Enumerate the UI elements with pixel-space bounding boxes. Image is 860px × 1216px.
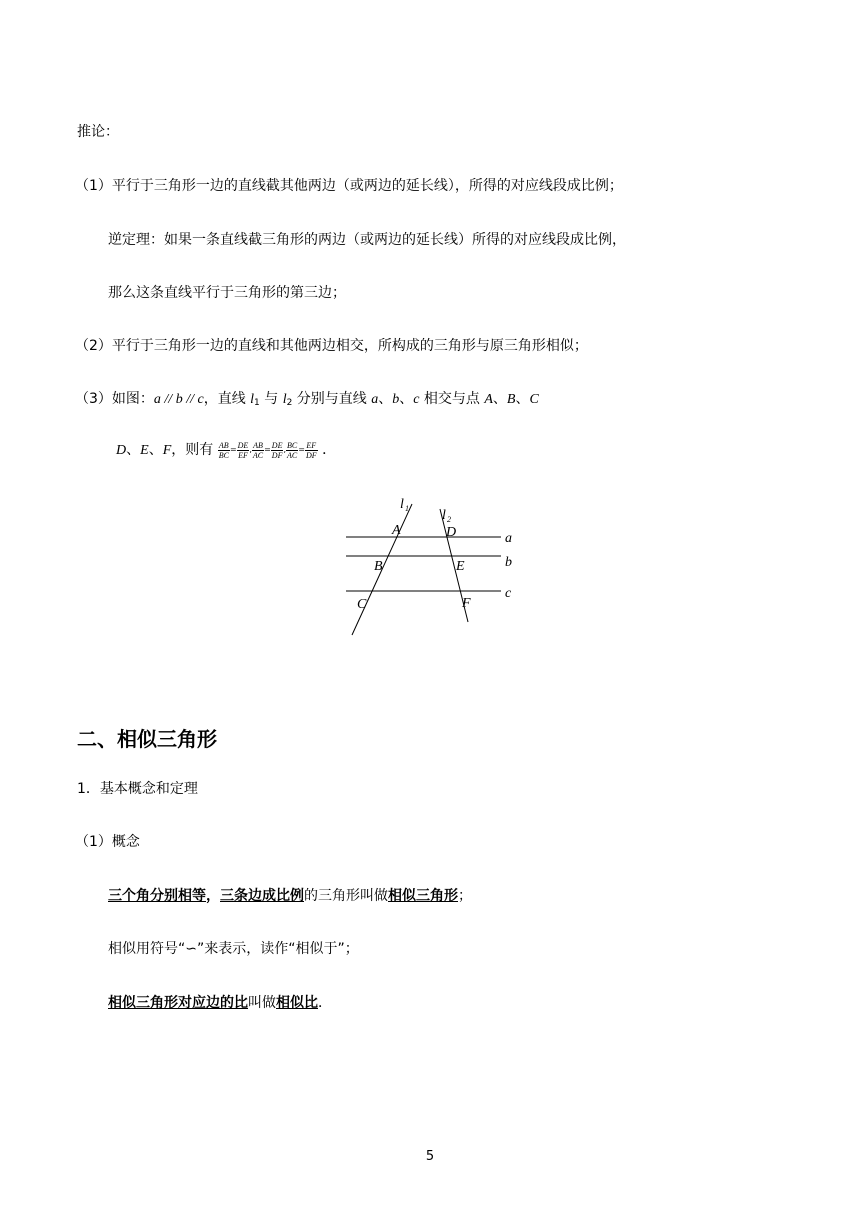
ratio-line bbox=[108, 993, 332, 1013]
parallel-sign-2: // bbox=[182, 392, 198, 407]
def-sep: ， bbox=[206, 888, 220, 904]
point-c-ref: C bbox=[529, 392, 539, 407]
sep: 、 bbox=[399, 391, 414, 407]
converse-theorem-line-1: 逆定理：如果一条直线截三角形的两边（或两边的延长线）所得的对应线段成比例， bbox=[108, 232, 626, 248]
var-l1-subscript: 1 bbox=[254, 398, 260, 408]
point-e-ref: E bbox=[140, 443, 149, 458]
var-l2-subscript: 2 bbox=[286, 398, 293, 408]
ratio-text: 叫做 bbox=[248, 995, 276, 1011]
line-c-label: c bbox=[505, 586, 512, 601]
parallel-sign-1: // bbox=[160, 392, 176, 407]
point-a-label: A bbox=[392, 523, 401, 538]
subsection-title: 1．基本概念和定理 bbox=[77, 781, 198, 797]
sep: 、 bbox=[378, 391, 393, 407]
corollary-item-1: （1）平行于三角形一边的直线截其他两边（或两边的延长线），所得的对应线段成比例； bbox=[75, 178, 623, 194]
def-text: 的三角形叫做 bbox=[304, 888, 388, 904]
var-l1: l bbox=[250, 392, 255, 407]
point-f-ref: F bbox=[162, 443, 172, 458]
fraction-ab-ac: $\frac{AB}{AC}$ bbox=[252, 440, 264, 460]
line-a-ref: a bbox=[371, 392, 379, 407]
var-c: c bbox=[197, 392, 204, 407]
fraction-de-ef: $\frac{DE}{EF}$ bbox=[237, 440, 249, 460]
def-term-similar: 相似三角形 bbox=[388, 888, 458, 904]
point-b-label: B bbox=[374, 559, 383, 574]
converse-theorem-line-2: 那么这条直线平行于三角形的第三边； bbox=[108, 285, 346, 301]
corollary-item-3 bbox=[75, 389, 539, 413]
equals-sign: = bbox=[264, 445, 271, 454]
ratio-end: ． bbox=[318, 995, 332, 1011]
item3-text-1: ，直线 bbox=[203, 391, 251, 407]
point-d-ref: D bbox=[116, 443, 127, 458]
comma: , bbox=[249, 445, 252, 454]
fraction-bc-ac: $\frac{BC}{AC}$ bbox=[287, 440, 298, 460]
equals-sign: = bbox=[298, 445, 305, 454]
var-l2: l bbox=[282, 392, 287, 407]
point-d-label: D bbox=[446, 525, 457, 540]
ratio-term: 相似三角形对应边的比 bbox=[108, 995, 248, 1011]
item3-text-2: 与 bbox=[259, 391, 283, 407]
def-term-sides: 三条边成比例 bbox=[220, 888, 304, 904]
item3-text-3: 分别与直线 bbox=[292, 391, 372, 407]
definition-line bbox=[108, 886, 472, 906]
def-term-angles: 三个角分别相等 bbox=[108, 888, 206, 904]
line-c-ref: c bbox=[413, 392, 420, 407]
parallel-lines-diagram bbox=[340, 494, 530, 640]
point-e-label: E bbox=[456, 559, 465, 574]
fraction-de-df: $\frac{DE}{DF}$ bbox=[271, 440, 283, 460]
symbol-line: 相似用符号“∽”来表示，读作“相似于”； bbox=[108, 941, 359, 957]
def-end: ； bbox=[458, 888, 472, 904]
line-b-label: b bbox=[505, 555, 512, 570]
equals-sign: = bbox=[229, 445, 237, 454]
point-b-ref: B bbox=[506, 392, 516, 407]
fraction-ef-df: $\frac{EF}{DF}$ bbox=[305, 440, 317, 460]
item3-text-4: 相交与点 bbox=[419, 391, 485, 407]
corollary-item-3-formula bbox=[116, 440, 336, 461]
point-f-label: F bbox=[462, 596, 471, 611]
l2-label: l bbox=[442, 508, 446, 523]
sep: 、 bbox=[492, 391, 507, 407]
fraction-ab-bc: $\frac{AB}{BC}$ bbox=[218, 440, 229, 460]
point-a-ref: A bbox=[484, 392, 493, 407]
page-number: 5 bbox=[425, 1149, 435, 1164]
ratio-name: 相似比 bbox=[276, 995, 318, 1011]
sep: 、 bbox=[148, 442, 163, 458]
comma: , bbox=[283, 445, 287, 454]
line-b-ref: b bbox=[392, 392, 400, 407]
var-a: a bbox=[153, 392, 161, 407]
var-b: b bbox=[175, 392, 183, 407]
formula-end: ． bbox=[322, 442, 337, 458]
concept-title: （1）概念 bbox=[75, 834, 140, 850]
sep: 、 bbox=[515, 391, 530, 407]
l2-subscript: 2 bbox=[447, 515, 451, 524]
corollary-title: 推论： bbox=[77, 124, 119, 140]
section-heading: 二、相似三角形 bbox=[77, 727, 217, 751]
l1-subscript: 1 bbox=[405, 504, 409, 513]
item3-prefix: （3）如图： bbox=[75, 391, 154, 407]
point-c-label: C bbox=[357, 597, 367, 612]
l1-label: l bbox=[400, 497, 404, 512]
line-a-label: a bbox=[505, 531, 512, 546]
corollary-item-2: （2）平行于三角形一边的直线和其他两边相交，所构成的三角形与原三角形相似； bbox=[75, 338, 588, 354]
then-text: ，则有 bbox=[171, 442, 214, 458]
sep: 、 bbox=[126, 442, 141, 458]
